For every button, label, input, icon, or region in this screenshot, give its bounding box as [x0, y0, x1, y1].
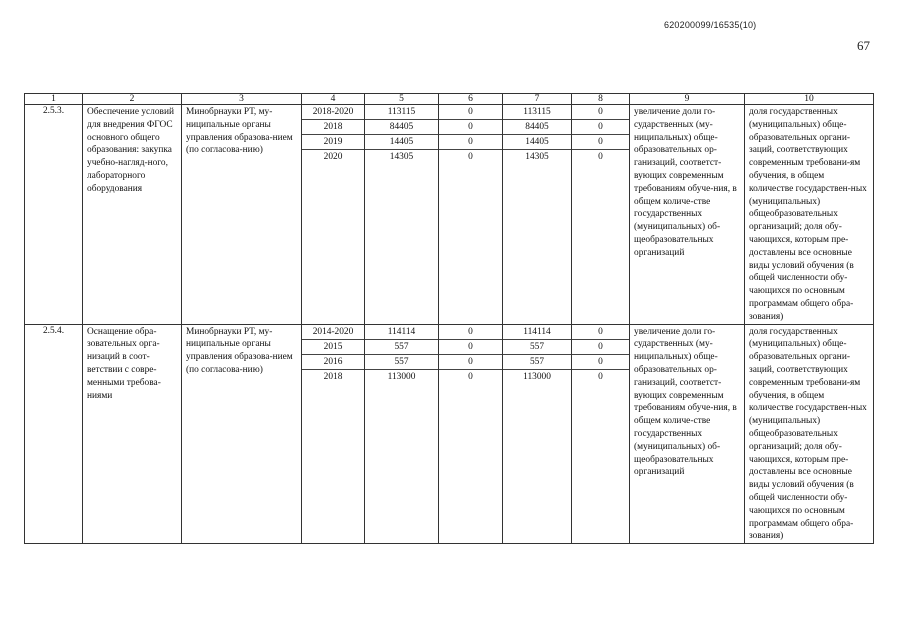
amount-value: 113000 [387, 371, 416, 382]
year-value: 2018-2020 [302, 105, 364, 120]
table-row [25, 105, 874, 325]
col7-cell [503, 105, 572, 325]
column-header: 6 [439, 94, 503, 105]
item-executor-text: Минобрнауки РТ, му-ниципальные органы управления образова-нием (по согласова-нию) [186, 326, 293, 375]
table-row [25, 324, 874, 544]
amount-value: 0 [439, 325, 502, 340]
amount-value: 0 [439, 135, 502, 150]
item-result-text: увеличение доли го-сударственных (му-ниципальных) обще-образовательных ор-ганизаций, соответст-вующих современным требованиям обуче-ния, в общем количе-стве государственных (муниципальных) об-щеобразовательных организаций [634, 107, 737, 258]
year-value: 2019 [302, 135, 364, 150]
program-table [24, 93, 874, 544]
amount-value: 14305 [389, 152, 414, 162]
item-executor [182, 105, 302, 325]
amount-value: 84405 [365, 120, 438, 135]
item-name [83, 105, 182, 325]
item-name [83, 324, 182, 544]
col6-cell [439, 105, 503, 325]
column-header: 5 [365, 94, 439, 105]
amount-value: 113000 [523, 371, 551, 382]
column-header: 4 [302, 94, 365, 105]
column-header: 10 [745, 94, 874, 105]
amount-value: 114114 [503, 325, 571, 340]
item-indicator [745, 105, 874, 325]
document-id: 620200099/16535(10) [664, 20, 757, 30]
page-number: 67 [857, 38, 870, 53]
year-value: 2016 [302, 355, 364, 370]
item-executor-text: Минобрнауки РТ, му-ниципальные органы управления образова-нием (по согласова-нию) [186, 107, 293, 156]
column-header: 3 [182, 94, 302, 105]
amount-value: 0 [439, 355, 502, 370]
header-row [25, 94, 874, 105]
col5-cell [365, 324, 439, 544]
amount-value: 557 [365, 340, 438, 355]
year-value: 2018 [302, 120, 364, 135]
item-name-text: Обеспечение условий для внедрения ФГОС основного общего образования: закупка учебно-нагляд-ного, лабораторного оборудования [87, 107, 175, 194]
amount-value: 84405 [503, 120, 571, 135]
amount-value: 0 [439, 105, 502, 120]
year-value: 2015 [302, 340, 364, 355]
item-number: 2.5.3. [25, 105, 83, 325]
column-header: 2 [83, 94, 182, 105]
amount-value: 0 [572, 120, 629, 135]
amount-value: 557 [503, 340, 571, 355]
amount-value: 557 [503, 355, 571, 370]
amount-value: 113115 [503, 105, 571, 120]
years-cell [302, 324, 365, 544]
item-result-text: увеличение доли го-сударственных (му-ниципальных) обще-образовательных ор-ганизаций, соответст-вующих современным требованиям обуче-ния, в общем количе-стве государственных (муниципальных) об-щеобразовательных организаций [634, 326, 737, 478]
year-value: 2014-2020 [302, 325, 364, 340]
column-header: 7 [503, 94, 572, 105]
amount-value: 0 [572, 355, 629, 370]
column-header: 8 [572, 94, 630, 105]
col6-cell [439, 324, 503, 544]
item-indicator [745, 324, 874, 544]
col7-cell [503, 324, 572, 544]
col8-cell [572, 105, 630, 325]
item-executor [182, 324, 302, 544]
years-cell [302, 105, 365, 325]
amount-value: 114114 [365, 325, 438, 340]
col5-cell [365, 105, 439, 325]
item-number: 2.5.4. [25, 324, 83, 544]
item-name-text: Оснащение обра-зовательных орга-низаций в соот-ветствии с совре-менными требова-ниями [87, 326, 161, 401]
amount-value: 0 [572, 105, 629, 120]
column-header: 1 [25, 94, 83, 105]
amount-value: 0 [439, 340, 502, 355]
amount-value: 0 [572, 135, 629, 150]
item-result [630, 105, 745, 325]
item-indicator-text: доля государственных (муниципальных) обще-образовательных органи-заций, соответствующих современным требовани-ям обучения, в общем количестве государствен-ных (муниципальных) общеобразовательных организаций; доля обу-чающихся, которым пре-доставлены все основные виды условий обучения (в общей численности обу-чающихся по основным программам общего обра-зования) [749, 326, 867, 542]
amount-value: 14405 [503, 135, 571, 150]
amount-value: 557 [365, 355, 438, 370]
amount-value: 14305 [525, 152, 549, 162]
amount-value: 0 [468, 371, 473, 382]
amount-value: 0 [572, 340, 629, 355]
year-value: 2018 [323, 371, 343, 382]
item-indicator-text: доля государственных (муниципальных) обще-образовательных органи-заций, соответствующих современным требовани-ям обучения, в общем количестве государствен-ных (муниципальных) общеобразовательных организаций; доля обу-чающихся, которым пре-доставлены все основные виды условий обучения (в общей численности обу-чающихся по основным программам общего обра-зования) [749, 107, 867, 322]
year-value: 2020 [323, 152, 343, 162]
amount-value: 0 [598, 371, 603, 382]
col8-cell [572, 324, 630, 544]
amount-value: 0 [468, 152, 473, 162]
amount-value: 0 [572, 325, 629, 340]
amount-value: 14405 [365, 135, 438, 150]
column-header: 9 [630, 94, 745, 105]
item-result [630, 324, 745, 544]
amount-value: 113115 [365, 105, 438, 120]
amount-value: 0 [598, 152, 603, 162]
amount-value: 0 [439, 120, 502, 135]
